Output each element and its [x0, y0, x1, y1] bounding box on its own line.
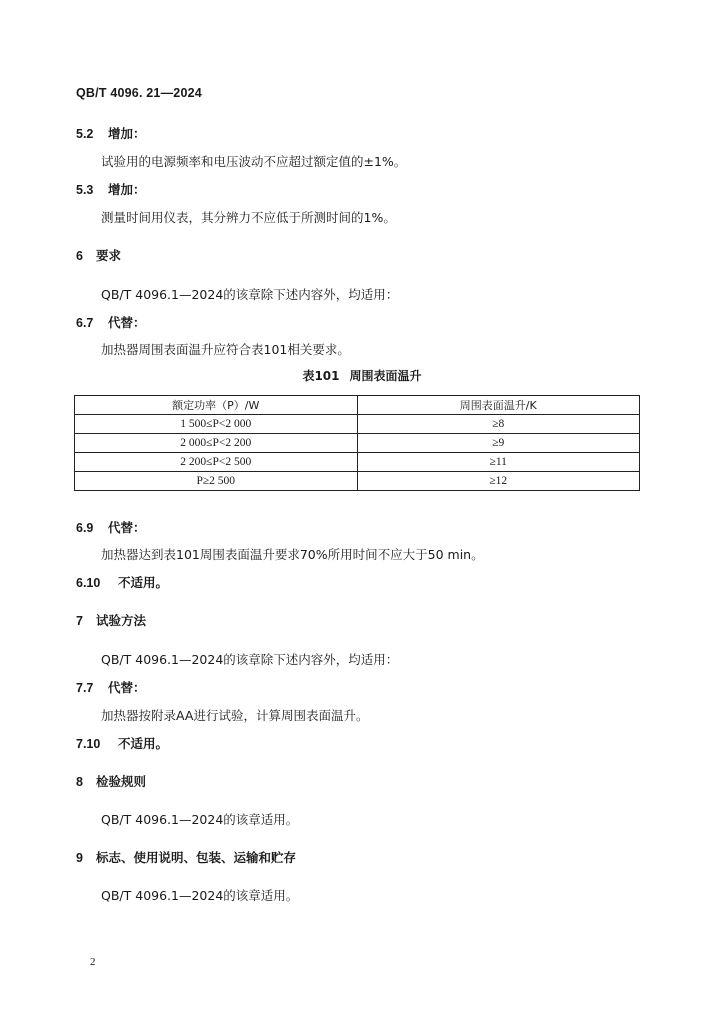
clause-title: 代替： [108, 680, 146, 695]
table-row [75, 472, 640, 491]
clause-6-7-heading [76, 313, 146, 331]
clause-number: 6.9 [76, 521, 94, 535]
chapter-9-text: QB/T 4096.1—2024的该章适用。 [101, 888, 299, 903]
rated-power-cell: P≥2 500 [75, 472, 358, 491]
chapter-6-text: QB/T 4096.1—2024的该章除下述内容外，均适用： [101, 287, 399, 302]
temperature-rise-cell: ≥8 [357, 415, 640, 434]
chapter-6-heading [76, 246, 121, 264]
clause-5-2-heading [76, 124, 146, 142]
clause-title: 要求 [96, 248, 122, 263]
clause-title: 检验规则 [96, 774, 147, 789]
clause-title: 不适用。 [118, 736, 169, 751]
standard-code-header: QB/T 4096. 21—2024 [76, 86, 202, 100]
clause-5-2-text: 试验用的电源频率和电压波动不应超过额定值的±1%。 [101, 154, 407, 169]
clause-title: 标志、使用说明、包装、运输和贮存 [96, 850, 297, 865]
clause-number: 7.10 [76, 737, 101, 751]
table-number: 表101 [302, 369, 340, 383]
clause-number: 5.3 [76, 183, 94, 197]
table-row [75, 415, 640, 434]
rated-power-cell: 2 200≤P<2 500 [75, 453, 358, 472]
clause-6-10-heading [76, 573, 168, 591]
clause-number: 7.7 [76, 681, 94, 695]
clause-number: 7 [76, 614, 83, 628]
clause-number: 6.7 [76, 316, 94, 330]
table-header-row [75, 396, 640, 415]
clause-number: 6 [76, 249, 83, 263]
surface-temperature-rise-table [74, 395, 640, 491]
chapter-7-text: QB/T 4096.1—2024的该章除下述内容外，均适用： [101, 652, 399, 667]
table-row [75, 453, 640, 472]
clause-6-9-heading [76, 518, 146, 536]
table-title: 周围表面温升 [349, 369, 422, 383]
clause-title: 代替： [108, 315, 146, 330]
clause-5-3-heading [76, 180, 146, 198]
clause-title: 增加： [108, 182, 146, 197]
clause-5-3-text: 测量时间用仪表，其分辨力不应低于所测时间的1%。 [101, 210, 396, 225]
chapter-9-heading [76, 848, 296, 866]
chapter-8-heading [76, 772, 146, 790]
clause-7-7-text: 加热器按附录AA进行试验，计算周围表面温升。 [101, 708, 369, 723]
clause-title: 代替： [108, 520, 146, 535]
clause-number: 5.2 [76, 127, 94, 141]
temperature-rise-cell: ≥9 [357, 434, 640, 453]
temperature-rise-cell: ≥11 [357, 453, 640, 472]
table-row [75, 434, 640, 453]
page-number: 2 [90, 956, 96, 968]
rated-power-cell: 2 000≤P<2 200 [75, 434, 358, 453]
chapter-7-heading [76, 611, 146, 629]
clause-number: 8 [76, 775, 83, 789]
temperature-rise-cell: ≥12 [357, 472, 640, 491]
clause-title: 试验方法 [96, 613, 147, 628]
clause-6-7-text: 加热器周围表面温升应符合表101相关要求。 [101, 342, 350, 357]
clause-7-7-heading [76, 678, 146, 696]
rated-power-cell: 1 500≤P<2 000 [75, 415, 358, 434]
column-header-rated-power: 额定功率（P）/W [75, 396, 358, 415]
clause-title: 不适用。 [118, 575, 169, 590]
table-caption [0, 367, 724, 384]
clause-title: 增加： [108, 126, 146, 141]
chapter-8-text: QB/T 4096.1—2024的该章适用。 [101, 812, 299, 827]
clause-number: 9 [76, 851, 83, 865]
column-header-temperature-rise: 周围表面温升/K [357, 396, 640, 415]
clause-6-9-text: 加热器达到表101周围表面温升要求70%所用时间不应大于50 min。 [101, 547, 484, 562]
clause-7-10-heading [76, 734, 168, 752]
clause-number: 6.10 [76, 576, 101, 590]
